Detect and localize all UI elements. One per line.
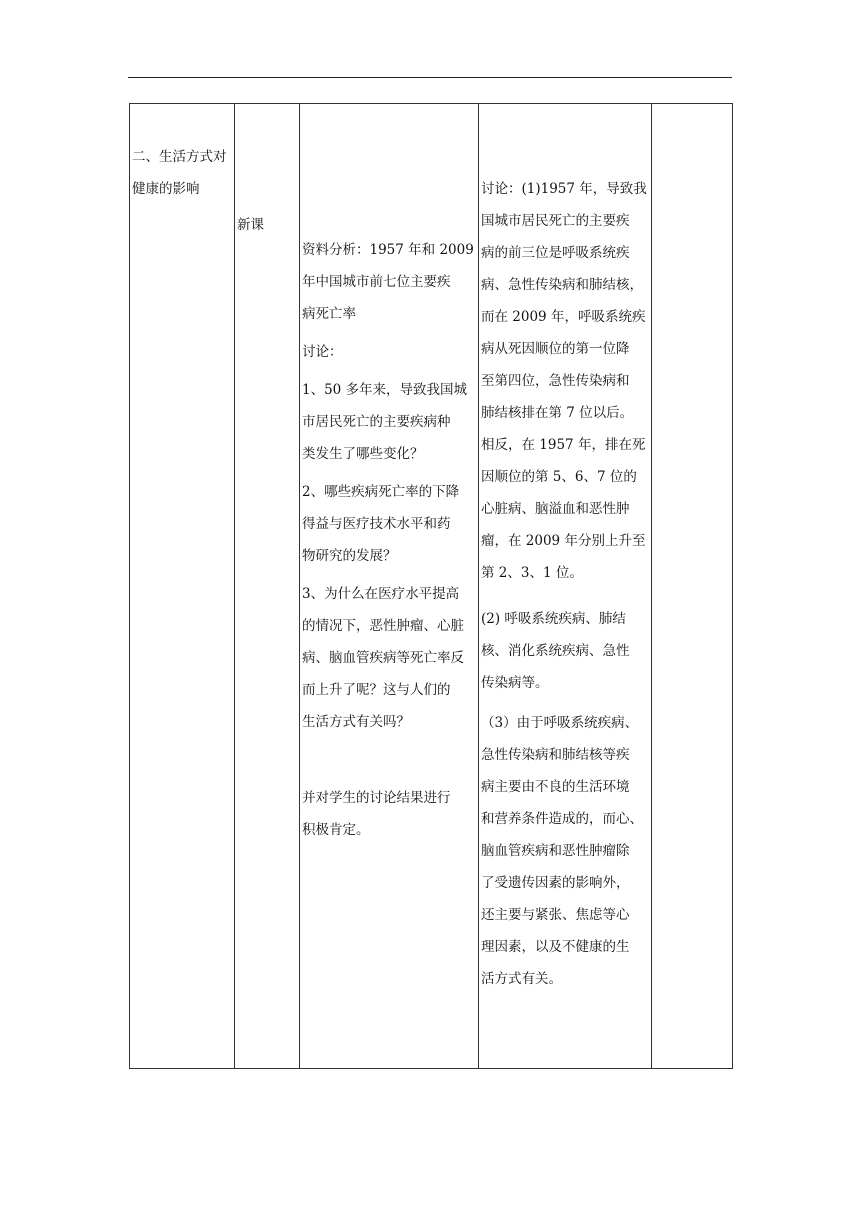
answer-3: （3）由于呼吸系统疾病、 急性传染病和肺结核等疾 病主要由不良的生活环境 和营养条件造成的，而心、 脑血管疾病和恶性肿瘤除 了受遗传因素的影响外， 还主要与紧张、焦虑等心 理因素，以及不健康的生 活方式有关。 [481,715,643,987]
notes-cell [652,104,733,1069]
topic-text: 二、生活方式对 健康的影响 [132,149,227,197]
activity-cell [300,104,479,1069]
answer-2: (2) 呼吸系统疾病、肺结 核、消化系统疾病、急性 传染病等。 [481,611,630,691]
question-3: 3、为什么在医疗水平提高 的情况下，恶性肿瘤、心脏 病、脑血管疾病等死亡率反 而上升了呢？这与人们的 生活方式有关吗？ [302,586,464,730]
question-1: 1、50 多年来，导致我国城 市居民死亡的主要疾病种 类发生了哪些变化？ [302,382,468,462]
table-row [130,104,733,1069]
affirm-text: 并对学生的讨论结果进行 积极肯定。 [302,790,451,838]
discussion-label: 讨论： [302,344,343,360]
header-rule [128,77,732,78]
session-cell [235,104,300,1069]
session-text: 新课 [237,217,264,233]
lesson-table [129,103,733,1069]
answer-1: 讨论：(1)1957 年，导致我 国城市居民死亡的主要疾 病的前三位是呼吸系统疾 病、急性传染病和肺结核， 而在 2009 年，呼吸系统疾 病从死因顺位的第一位降 至第四位，急性传染病和 肺结核排在第 7 位以后。 相反，在 1957 年，排在死 因顺位的第 5、6、7 位的 心脏病、脑溢血和恶性肿 瘤，在 2009 年分别上升至 第 2、3、1 位。 [481,181,647,581]
topic-cell [130,104,235,1069]
question-2: 2、哪些疾病死亡率的下降 得益与医疗技术水平和药 物研究的发展？ [302,484,460,564]
material-text: 资料分析：1957 年和 2009 年中国城市前七位主要疾 病死亡率 [302,242,474,322]
answers-cell [479,104,652,1069]
